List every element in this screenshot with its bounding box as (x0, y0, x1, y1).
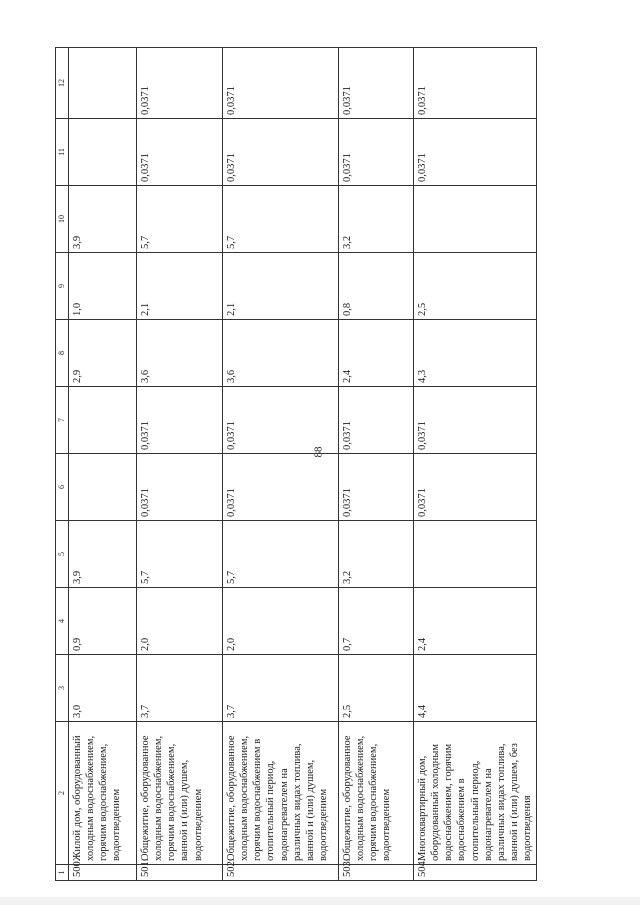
value-cell: 2,1 (137, 253, 223, 320)
row-number: 503. (339, 865, 414, 881)
norms-table (55, 47, 537, 881)
value-cell (69, 387, 137, 454)
row-number: 504. (414, 865, 537, 881)
value-cell: 2,9 (69, 320, 137, 387)
value-cell: 5,7 (137, 186, 223, 253)
value-cell: 4,4 (414, 655, 537, 722)
value-cell: 3,2 (339, 186, 414, 253)
table-row (339, 48, 414, 881)
scan-edge (0, 897, 640, 905)
row-number: 502. (223, 865, 339, 881)
value-cell: 3,6 (223, 320, 339, 387)
value-cell: 0,0371 (339, 387, 414, 454)
value-cell: 2,0 (223, 588, 339, 655)
value-cell: 0,0371 (414, 119, 537, 186)
page-number: 88 (312, 446, 325, 458)
value-cell: 3,9 (69, 521, 137, 588)
value-cell: 5,7 (223, 186, 339, 253)
value-cell: 0,0371 (137, 387, 223, 454)
header-cell: 2 (56, 722, 69, 865)
header-cell: 8 (56, 320, 69, 387)
value-cell: 3,9 (69, 186, 137, 253)
value-cell: 2,5 (414, 253, 537, 320)
value-cell: 0,0371 (414, 387, 537, 454)
value-cell: 5,7 (223, 521, 339, 588)
value-cell: 2,4 (339, 320, 414, 387)
value-cell: 0,0371 (339, 454, 414, 521)
value-cell: 0,0371 (414, 48, 537, 119)
value-cell (414, 521, 537, 588)
value-cell: 0,0371 (223, 387, 339, 454)
header-cell: 1 (56, 865, 69, 881)
table-row (137, 48, 223, 881)
row-description: Жилой дом, оборудованный холодным водоснабжением, горячим водоснабжением, водоотведением (69, 722, 137, 865)
value-cell: 3,7 (223, 655, 339, 722)
value-cell: 0,0371 (223, 48, 339, 119)
header-cell: 10 (56, 186, 69, 253)
value-cell: 2,5 (339, 655, 414, 722)
value-cell: 0,7 (339, 588, 414, 655)
value-cell: 1,0 (69, 253, 137, 320)
value-cell: 3,6 (137, 320, 223, 387)
value-cell: 4,3 (414, 320, 537, 387)
table-row (414, 48, 537, 881)
row-description: Общежитие, оборудованное холодным водоснабжением, горячим водоснабжением, водоотведением (339, 722, 414, 865)
row-description: Общежитие, оборудованное холодным водоснабжением, горячим водоснабжением, ванной и (или) душем, водоотведением (137, 722, 223, 865)
value-cell: 3,7 (137, 655, 223, 722)
value-cell (69, 454, 137, 521)
value-cell: 0,0371 (339, 119, 414, 186)
value-cell (414, 186, 537, 253)
row-number: 501. (137, 865, 223, 881)
value-cell (69, 119, 137, 186)
row-description: Многоквартирный дом, оборудованный холодным водоснабжением, горячим водоснабжением в отопительный период, водонагревателем на различных видах топлива, ванной и (или) душем, без водоотведения (414, 722, 537, 865)
value-cell: 0,0371 (223, 454, 339, 521)
value-cell: 3,0 (69, 655, 137, 722)
header-cell: 7 (56, 387, 69, 454)
value-cell: 0,8 (339, 253, 414, 320)
header-cell: 4 (56, 588, 69, 655)
header-cell: 9 (56, 253, 69, 320)
table-container (55, 48, 533, 881)
header-cell: 6 (56, 454, 69, 521)
value-cell: 3,2 (339, 521, 414, 588)
header-row (56, 48, 69, 881)
value-cell: 2,0 (137, 588, 223, 655)
header-cell: 3 (56, 655, 69, 722)
value-cell: 0,0371 (414, 454, 537, 521)
header-cell: 11 (56, 119, 69, 186)
value-cell: 2,1 (223, 253, 339, 320)
row-description: Общежитие, оборудованное холодным водоснабжением, горячим водоснабжением в отопительный период, водонагревателем на различных видах топлива, ванной и (или) душем, водоотведением (223, 722, 339, 865)
value-cell: 0,0371 (137, 454, 223, 521)
value-cell: 0,0371 (339, 48, 414, 119)
value-cell (69, 48, 137, 119)
value-cell: 0,0371 (137, 48, 223, 119)
row-number: 500. (69, 865, 137, 881)
header-cell: 12 (56, 48, 69, 119)
table-row (223, 48, 339, 881)
value-cell: 5,7 (137, 521, 223, 588)
header-cell: 5 (56, 521, 69, 588)
value-cell: 0,9 (69, 588, 137, 655)
value-cell: 2,4 (414, 588, 537, 655)
value-cell: 0,0371 (137, 119, 223, 186)
table-row (69, 48, 137, 881)
value-cell: 0,0371 (223, 119, 339, 186)
